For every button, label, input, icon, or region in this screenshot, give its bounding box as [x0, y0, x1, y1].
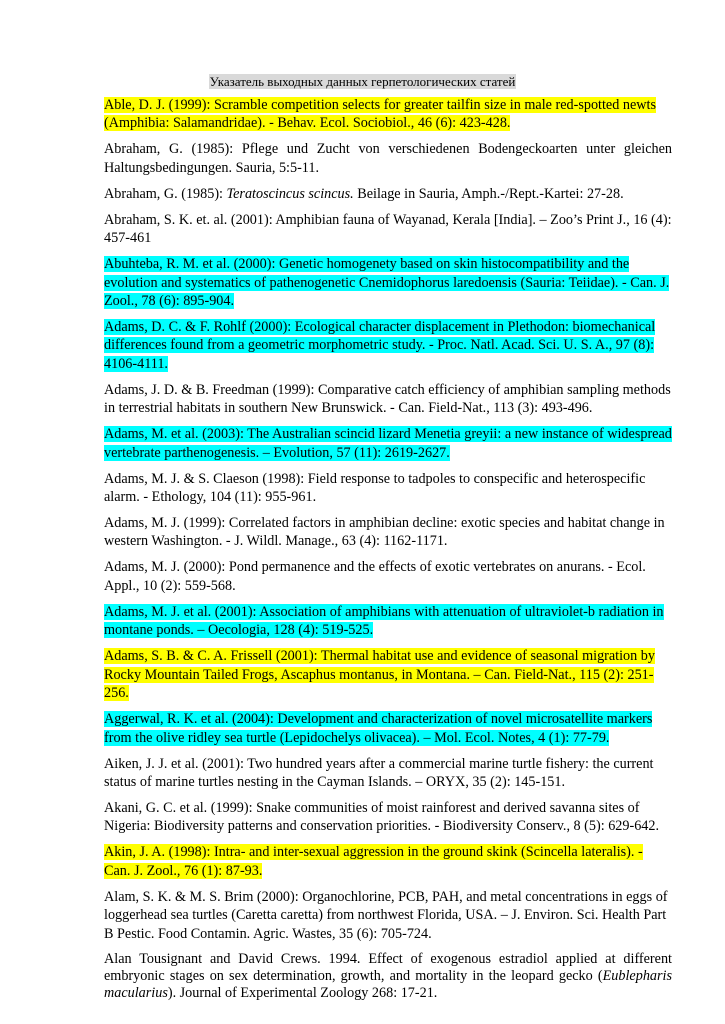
reference-text: Abraham, G. (1985): Pflege und Zucht von verschiedenen Bodengeckoarten unter gleichen Haltungsbedingungen. Sauria, 5:5-11.	[104, 141, 672, 176]
reference-entry	[104, 381, 672, 418]
reference-entry	[104, 185, 672, 203]
reference-entry	[104, 951, 672, 1002]
reference-entry	[104, 843, 672, 880]
reference-text: Adams, J. D. & B. Freedman (1999): Comparative catch efficiency of amphibian sampling methods in terrestrial habitats in southern New Brunswick. - Can. Field-Nat., 113 (3): 493-496.	[104, 381, 671, 417]
reference-entry	[104, 140, 672, 177]
reference-text-pre: Alan Tousignant and David Crews. 1994. Effect of exogenous estradiol applied at different embryonic stages on sex determination, growth, and mortality in the leopard gecko (	[104, 950, 672, 984]
reference-text-pre: Abraham, G. (1985):	[104, 185, 227, 202]
reference-entry	[104, 255, 672, 310]
reference-text: Adams, M. et al. (2003): The Australian scincid lizard Menetia greyii: a new instance of widespread vertebrate parthenogenesis. – Evolution, 57 (11): 2619-2627.	[104, 426, 672, 461]
reference-text: Able, D. J. (1999): Scramble competition selects for greater tailfin size in male red-spotted newts (Amphibia: Salamandridae). - Behav. Ecol. Sociobiol., 46 (6): 423-428.	[104, 97, 656, 132]
reference-entry	[104, 514, 672, 551]
reference-text: Aggerwal, R. K. et al. (2004): Development and characterization of novel microsatellite markers from the olive ridley sea turtle (Lepidochelys olivacea). – Mol. Ecol. Notes, 4 (1): 77-79.	[104, 711, 653, 746]
reference-entry	[104, 558, 672, 595]
reference-text: Aiken, J. J. et al. (2001): Two hundred years after a commercial marine turtle fishery: the current status of marine turtles nesting in the Cayman Islands. – ORYX, 35 (2): 145-151.	[104, 755, 654, 790]
reference-entry	[104, 755, 672, 792]
reference-text: Adams, M. J. (2000): Pond permanence and the effects of exotic vertebrates on anurans. - Ecol. Appl., 10 (2): 559-568.	[104, 559, 646, 594]
reference-entry	[104, 799, 672, 836]
reference-entry	[104, 603, 672, 640]
reference-text: Abraham, S. K. et. al. (2001): Amphibian fauna of Wayanad, Kerala [India]. – Zoo’s Print J., 16 (4): 457-461	[104, 211, 672, 247]
reference-text: Adams, M. J. & S. Claeson (1998): Field response to tadpoles to conspecific and heterospecific alarm. - Ethology, 104 (11): 955-961.	[104, 470, 646, 506]
reference-entry	[104, 647, 672, 702]
reference-text: Akin, J. A. (1998): Intra- and inter-sexual aggression in the ground skink (Scincella lateralis). - Can. J. Zool., 76 (1): 87-93.	[104, 844, 643, 879]
reference-text: Adams, S. B. & C. A. Frissell (2001): Thermal habitat use and evidence of seasonal migration by Rocky Mountain Tailed Frogs, Ascaphus montanus, in Montana. – Can. Field-Nat., 115 (2): 251-256.	[104, 648, 655, 702]
reference-list	[104, 96, 672, 1002]
reference-italic-taxon: Eublepharis macularius	[104, 967, 672, 1001]
reference-text: Alam, S. K. & M. S. Brim (2000): Organochlorine, PCB, PAH, and metal concentrations in eggs of loggerhead sea turtles (Caretta caretta) from northwest Florida, USA. – J. Environ. Sci. Health Part B Pestic. Food Contamin. Agric. Wastes, 35 (6): 705-724.	[104, 888, 668, 942]
reference-text: Akani, G. C. et al. (1999): Snake communities of moist rainforest and derived savanna sites of Nigeria: Biodiversity patterns and conservation priorities. - Biodiversity Conserv., 8 (5): 629-642.	[104, 799, 660, 835]
reference-text: Adams, M. J. (1999): Correlated factors in amphibian decline: exotic species and habitat change in western Washington. - J. Wildl. Manage., 63 (4): 1162-1171.	[104, 515, 665, 550]
reference-entry	[104, 96, 672, 133]
reference-entry	[104, 470, 672, 507]
page-title-text: Указатель выходных данных герпетологических статей	[209, 74, 516, 89]
reference-entry	[104, 710, 672, 747]
reference-entry	[104, 318, 672, 373]
reference-italic-taxon: Teratoscincus scincus.	[226, 185, 354, 202]
reference-entry	[104, 211, 672, 248]
reference-entry	[104, 888, 672, 943]
reference-text-post: ). Journal of Experimental Zoology 268: 17-21.	[167, 984, 438, 1001]
page-title	[0, 73, 725, 90]
reference-text: Adams, M. J. et al. (2001): Association of amphibians with attenuation of ultraviolet-b radiation in montane ponds. – Oecologia, 128 (4): 519-525.	[104, 603, 664, 639]
reference-entry	[104, 425, 672, 462]
reference-text: Adams, D. C. & F. Rohlf (2000): Ecological character displacement in Plethodon: biomechanical differences found from a geometric morphometric study. - Proc. Natl. Acad. Sci. U. S. A., 97 (8): 4106-4111.	[104, 319, 656, 372]
reference-text-post: Beilage in Sauria, Amph.-/Rept.-Kartei: 27-28.	[353, 185, 624, 202]
reference-text: Abuhteba, R. M. et al. (2000): Genetic homogenety based on skin histocompatibility and the evolution and systematics of pathenogenetic Cnemidophorus laredoensis (Sauria: Teiidae). - Can. J. Zool., 78 (6): 895-904.	[104, 256, 670, 310]
